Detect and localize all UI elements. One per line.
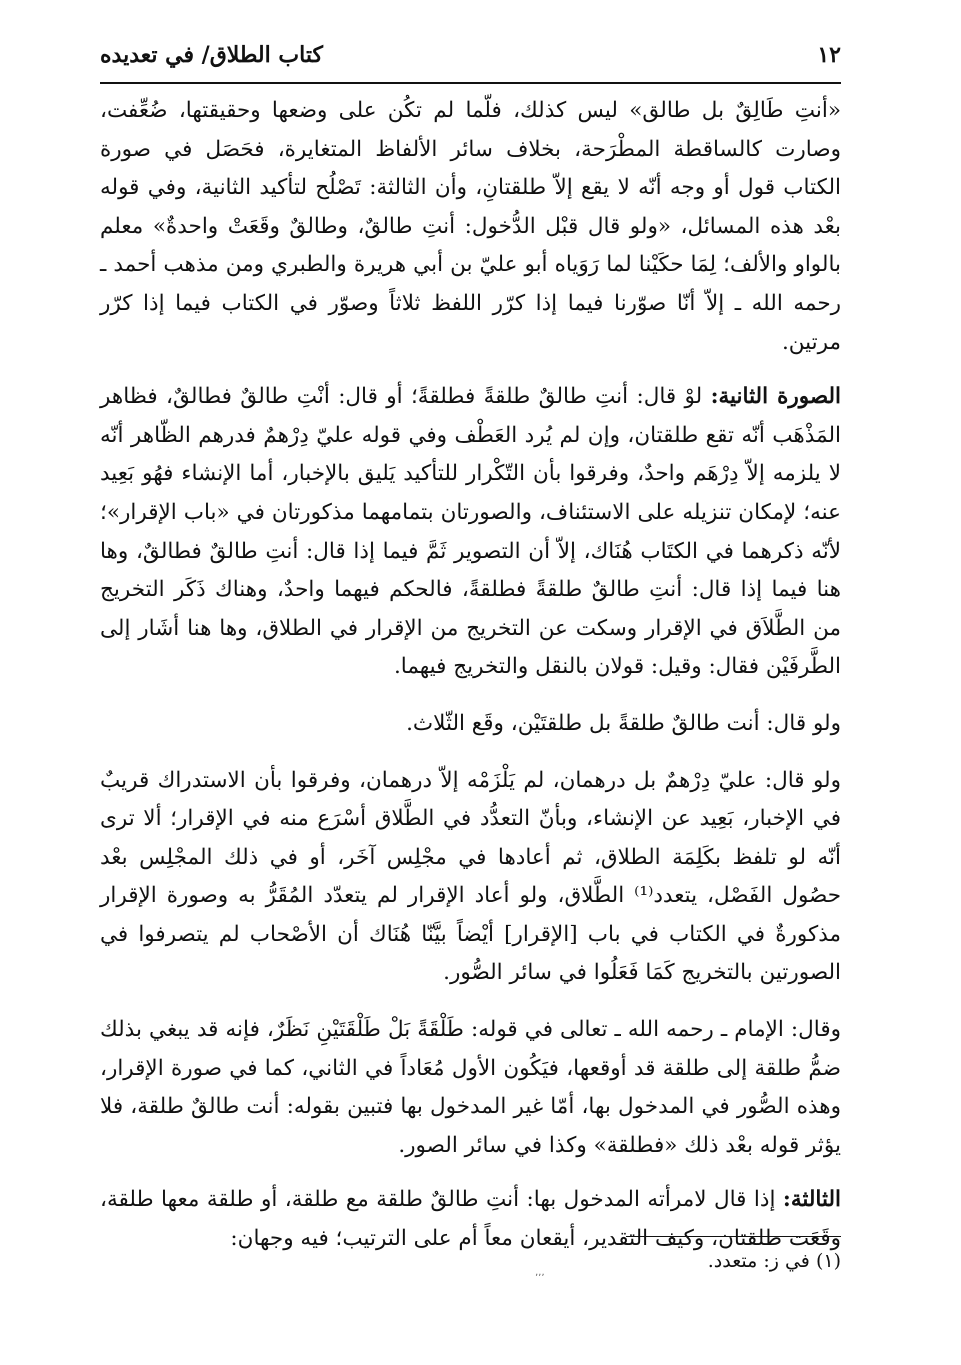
paragraph-5 [100,1011,841,1165]
paragraph-1-text: «أنتِ طَالِقٌ بل طالق» ليس كذلك، فلّما لم تكُن على وضعها وحقيقتها، ضُعِّفت، وصارت كالساقطة المطْرَحة، بخلاف سائر الألفاظ المتغايرة، فحَصَل في صورة الكتاب قول أو وجه أنّه لا يقع إلاّ طلقتانِ، وأن الثالثة: تَصْلُح لتأكيد الثانية، وفي قوله بعْد هذه المسائل، «ولو قال قبْل الدُّخول: أنتِ طالقٌ، وطالقٌ وقَعَتْ واحدةٌ» معلم بالواو والألف؛ لِمَا حكَيْنا لما رَوَياه أبو عليّ بن أبي هريرة والطبري ومن مذهب أحمد ـ رحمه الله ـ إلاّ أنّا صوّرنا فيما إذا كرّر اللفظ ثلاثاً وصوّر في الكتاب فيما إذا كرّر مرتين. [100,98,841,355]
paragraph-1 [100,92,841,362]
footnote-marker: (١) [815,1250,841,1272]
footnote-text: في ز: متعدد. [707,1250,810,1272]
footnote-divider [626,1236,841,1237]
paragraph-2-text: لوْ قال: أنتِ طالقٌ طلقةً فطلقةً؛ أو قال: أنْتِ طالقٌ فطالقٌ، فظاهر المَذْهَب أنّه تقع طلقتان، وإن لم يُرد العَطْف وفي قوله عليّ دِرْهمٌ فدرهم الظّاهر أنّه لا يلزمه إلاّ دِرْهَم واحدٌ، وفرقوا بأن التّكْرار للتأكيد يَليق بالإخبار، أما الإنشاء فهُو بَعِيد عنه؛ لإمكان تنزيله على الاستئناف، والصورتان بتمامهما مذكورتان في «باب الإقرار»؛ لأنّه ذكرهما في الكتَاب هُنَاك، إلاّ أن التصوير ثَمَّ فيما إذا قال: أنتِ طالقٌ فطالقٌ، وها هنا فيما إذا قال: أنتِ طالقٌ طلقةً فطلقةً، فالحكم فيهما واحدٌ، وهناك ذَكَر التخريج من الطَّلاَق في الإقرار وسكت عن التخريج من الإقرار في الطلاق، وها هنا أشَار إلى الطَّرفَيْن فقال: وقيل: قولان بالنقل والتخريج فيهما. [100,384,841,680]
scan-mark: ٬٬٬ [535,1273,545,1284]
paragraph-2-lead: الصورة الثانية: [710,384,842,410]
header-divider [100,82,841,84]
page-header [100,30,841,80]
paragraph-3 [100,705,841,744]
footnote [708,1246,841,1276]
main-text [100,92,841,1279]
paragraph-4-text: ولو قال: عليّ دِرْهمٌ بل درهمان، لم يَلْزَمْه إلاّ درهمان، وفرقوا بأن الاستدراك قريبٌ في الإخبار، بَعِيد عن الإنشاء، وبأنّ التعدُّد في الطَّلاق أسْرَع منه في الإقرار؛ ألا ترى أنّه لو تلفظ بكَلِمَة الطلاق، ثم أعادها في مجْلِس آخَر، أو في ذلك المجْلِس بعْد حصُول الفَصْل، يتعدد⁽¹⁾ الطَّلاق، ولو أعاد الإقرار لم يتعدّد المُقَرُّ به وصورة الإقرار مذكورةٌ في الكتاب في باب [الإقرار] أيْضاً بيَّنّا هُنَاك أن الأصْحاب لم يتصرفوا في الصورتين بالتخريج كَمَا فَعَلُوا في سائر الصُّور. [100,767,841,986]
paragraph-2 [100,378,841,687]
paragraph-4 [100,762,841,994]
paragraph-5-text: وقال: الإمام ـ رحمه الله ـ تعالى في قوله: طَلْقَةً بَلْ طَلْقَتَيْنِ نَظَرٌ، فإنه قد يبغي بذلك ضمُّ طلقة إلى طلقة قد أوقعها، فيَكُون الأول مُعَاداً في الثاني، كما في صورة الإقرار، وهذه الصُّور في المدخول بها، أمّا غير المدخول بها فتبين بقوله: أنت طالقٌ طلقة، فلا يؤثر قوله بعْد ذلك «فطلقة» وكذا في سائر الصور. [100,1017,841,1158]
paragraph-6-lead: الثالثة: [782,1187,841,1213]
paragraph-3-text: ولو قال: أنت طالقٌ طلقةً بل طلقتَيْن، وقَع الثّلاث. [406,710,841,736]
paragraph-6-text: إذا قال لامرأته المدخول بها: أنتِ طالقٌ طلقة مع طلقة، أو طلقة معها طلقة، وقَعَت طلقتان، وكيف التقدير، أيقعان معاً أم على الترتيب؛ فيه وجهان: [100,1187,841,1252]
running-title: كتاب الطلاق/ في تعديده [100,42,323,68]
page-number: ١٢ [817,42,841,68]
